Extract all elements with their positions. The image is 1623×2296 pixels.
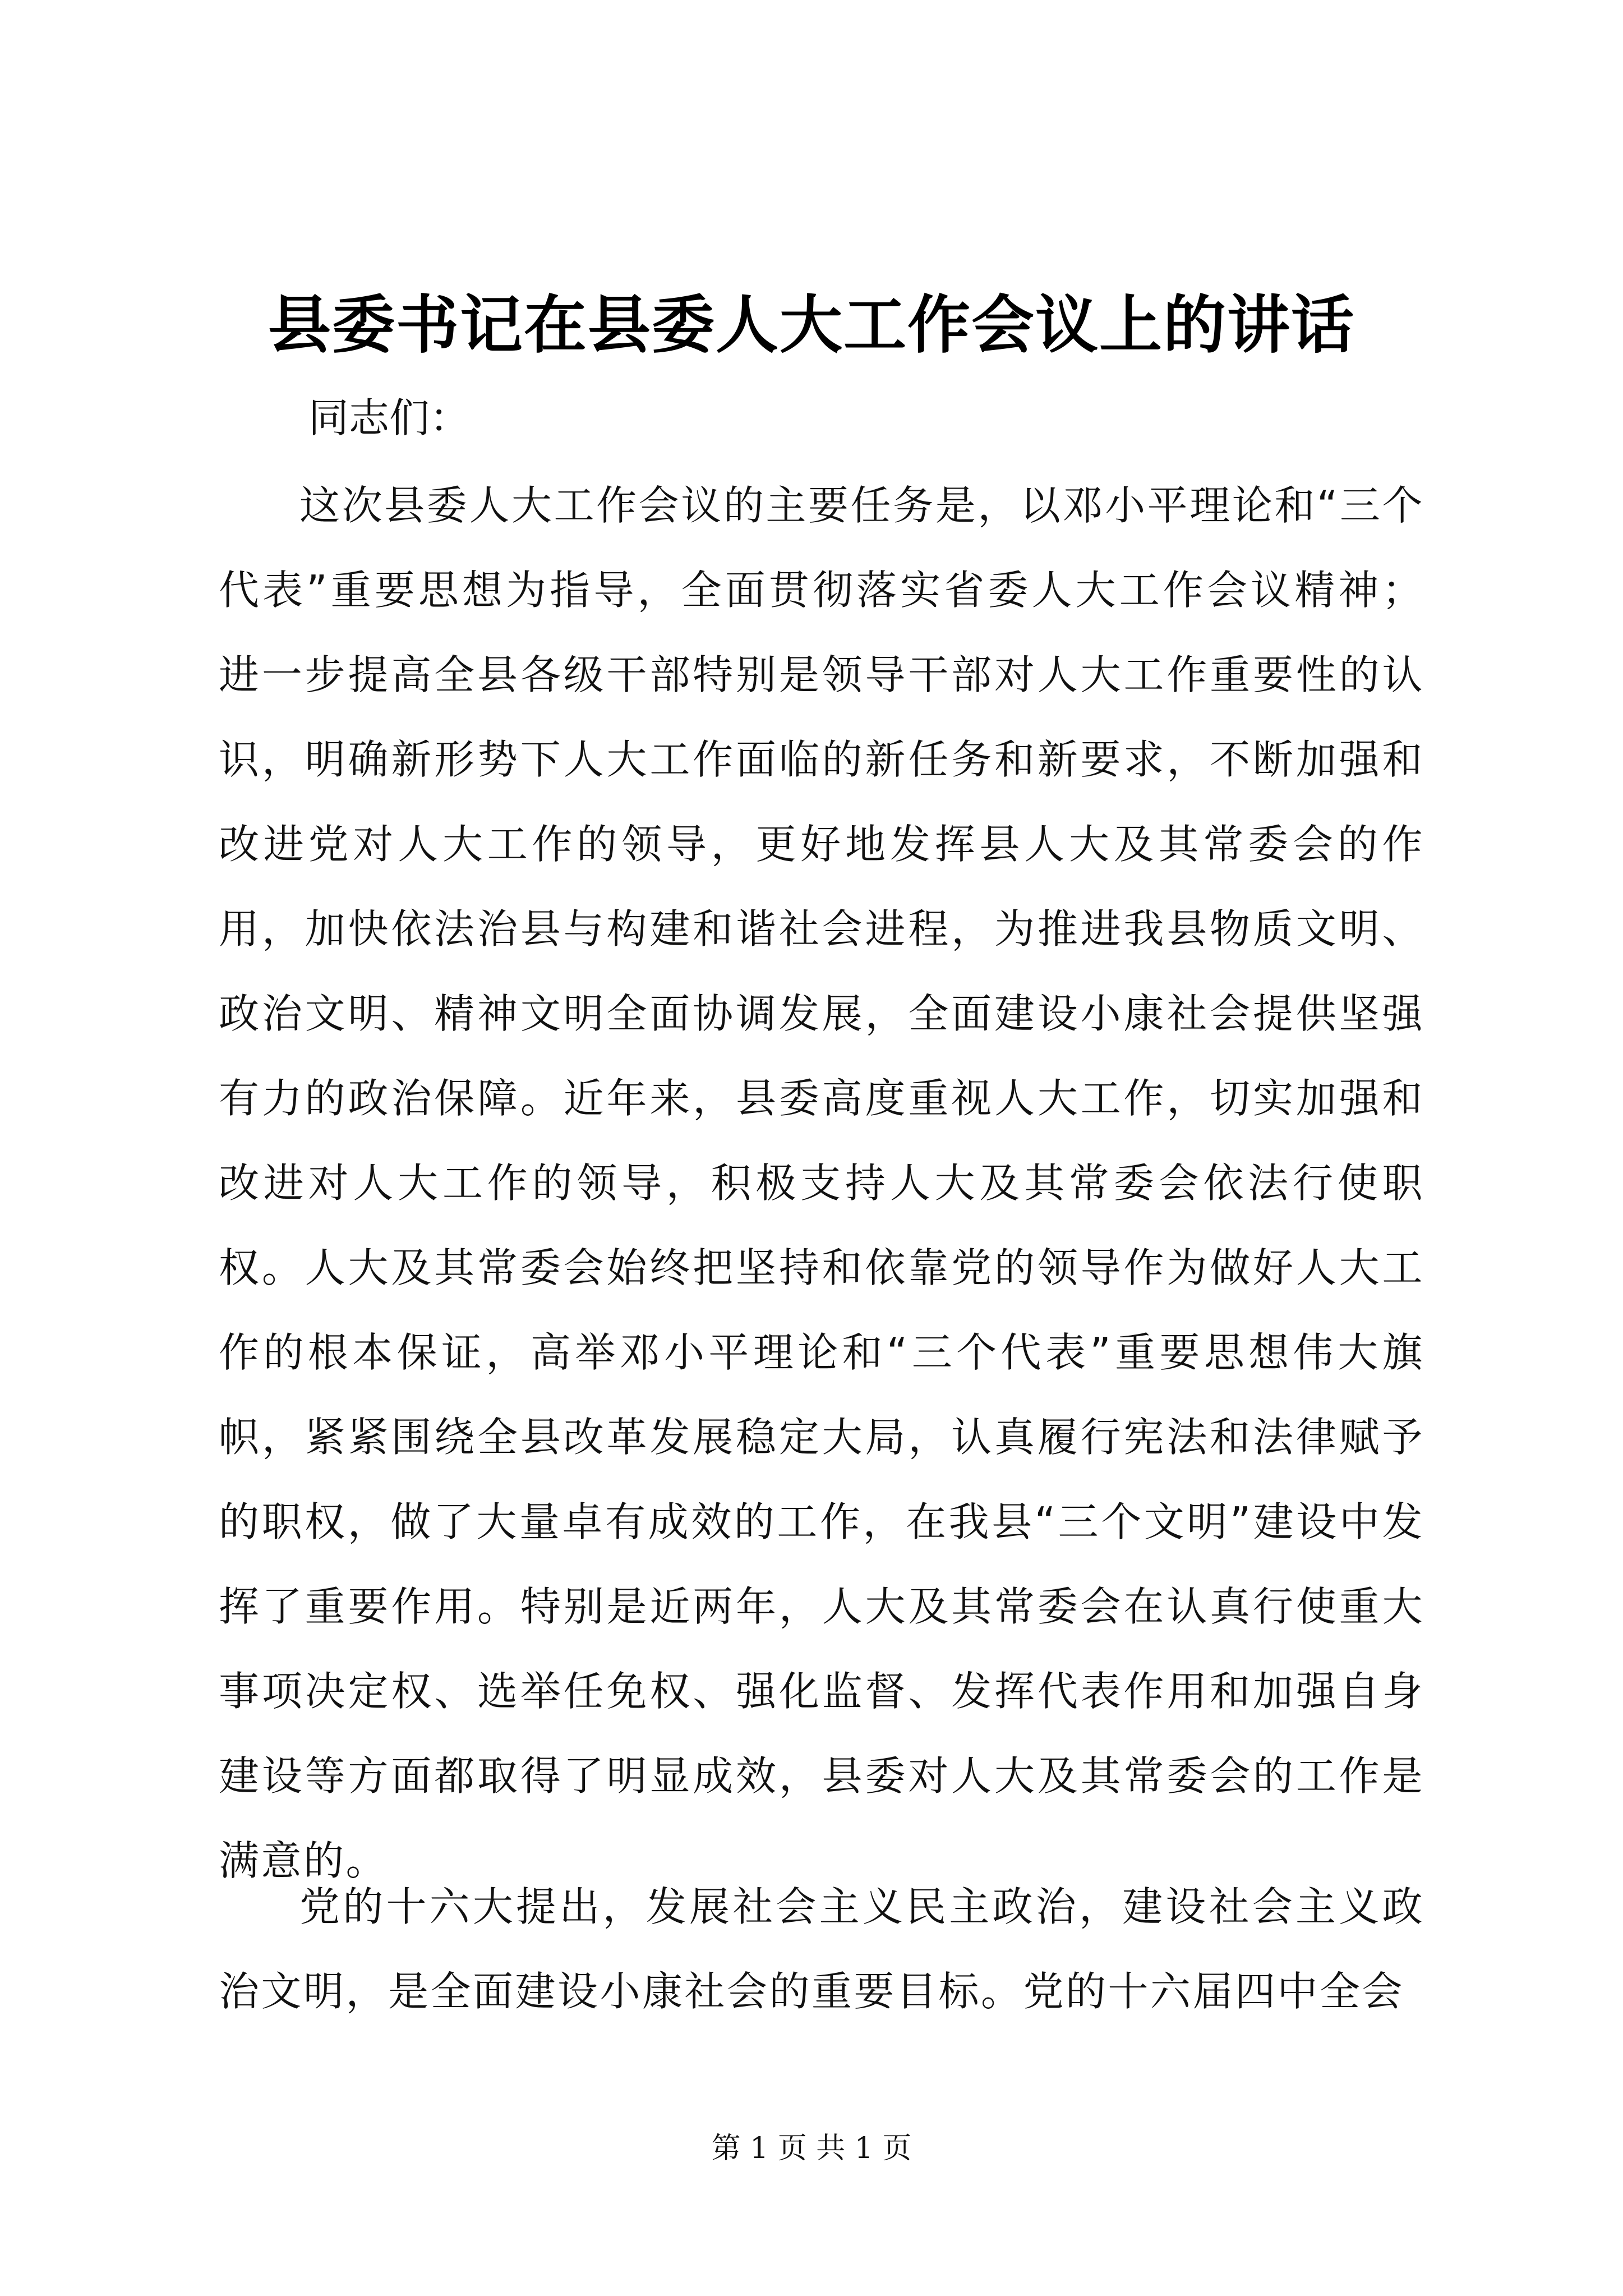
page-footer: 第 1 页 共 1 页 [711, 2132, 912, 2165]
body-paragraph: 这次县委人大工作会议的主要任务是，以邓小平理论和“三个代表”重要思想为指导，全面贯彻落实省委人大工作会议精神；进一步提高全县各级干部特别是领导干部对人大工作重要性的认识，明确新形势下人大工作面临的新任务和新要求，不断加强和改进党对人大工作的领导，更好地发挥县人大及其常委会的作用，加快依法治县与构建和谐社会进程，为推进我县物质文明、政治文明、精神文明全面协调发展，全面建设小康社会提供坚强有力的政治保障。近年来，县委高度重视人大工作，切实加强和改进对人大工作的领导，积极支持人大及其常委会依法行使职权。人大及其常委会始终把坚持和依靠党的领导作为做好人大工作的根本保证，高举邓小平理论和“三个代表”重要思想伟大旗帜，紧紧围绕全县改革发展稳定大局，认真履行宪法和法律赋予的职权，做了大量卓有成效的工作，在我县“三个文明”建设中发挥了重要作用。特别是近两年，人大及其常委会在认真行使重大事项决定权、选举任免权、强化监督、发挥代表作用和加强自身建设等方面都取得了明显成效，县委对人大及其常委会的工作是满意的。 [219, 482, 1424, 1884]
document-title: 县委书记在县委人大工作会议上的讲话 [268, 288, 1355, 362]
salutation: 同志们： [308, 394, 471, 441]
body-paragraph: 党的十六大提出，发展社会主义民主政治，建设社会主义政治文明，是全面建设小康社会的重要目标。党的十六届四中全会 [219, 1883, 1424, 2015]
